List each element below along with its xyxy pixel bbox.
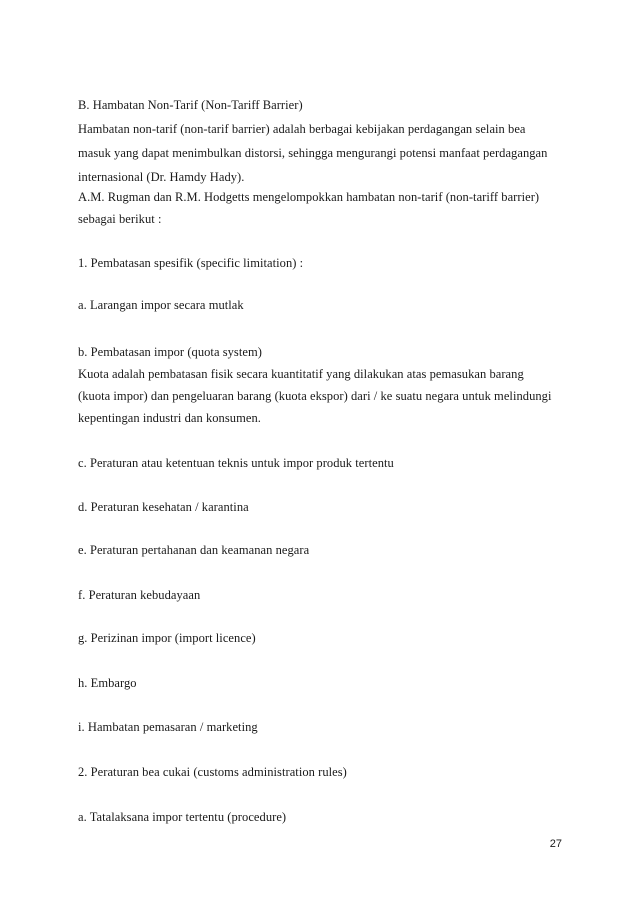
quota-desc-line-3: kepentingan industri dan konsumen. <box>78 411 261 425</box>
list-item-2-a: a. Tatalaksana impor tertentu (procedure) <box>78 810 287 824</box>
list-item-f: f. Peraturan kebudayaan <box>78 588 201 602</box>
list-item-b: b. Pembatasan impor (quota system) <box>78 345 262 359</box>
intro-line-2: sebagai berikut : <box>78 212 162 226</box>
page-number: 27 <box>549 838 562 850</box>
list-item-c: c. Peraturan atau ketentuan teknis untuk impor produk tertentu <box>78 456 394 470</box>
list-item-d: d. Peraturan kesehatan / karantina <box>78 500 249 514</box>
list-item-a: a. Larangan impor secara mutlak <box>78 298 244 312</box>
intro-line-1: A.M. Rugman dan R.M. Hodgetts mengelompokkan hambatan non-tarif (non-tariff barrier) <box>78 190 540 204</box>
list-item-i: i. Hambatan pemasaran / marketing <box>78 720 258 734</box>
quota-desc-line-1: Kuota adalah pembatasan fisik secara kuantitatif yang dilakukan atas pemasukan barang <box>78 367 524 381</box>
list-item-2: 2. Peraturan bea cukai (customs administration rules) <box>78 765 347 779</box>
section-heading: B. Hambatan Non-Tarif (Non-Tariff Barrier) <box>78 98 303 112</box>
list-item-g: g. Perizinan impor (import licence) <box>78 631 256 645</box>
definition-line-3: internasional (Dr. Hamdy Hady). <box>78 170 245 184</box>
list-item-e: e. Peraturan pertahanan dan keamanan negara <box>78 543 310 557</box>
list-item-1: 1. Pembatasan spesifik (specific limitation) : <box>78 256 304 270</box>
definition-line-2: masuk yang dapat menimbulkan distorsi, sehingga mengurangi potensi manfaat perdagangan <box>78 146 548 160</box>
definition-line-1: Hambatan non-tarif (non-tarif barrier) adalah berbagai kebijakan perdagangan selain bea <box>78 122 526 136</box>
quota-desc-line-2: (kuota impor) dan pengeluaran barang (kuota ekspor) dari / ke suatu negara untuk melindungi <box>78 389 552 403</box>
list-item-h: h. Embargo <box>78 676 137 690</box>
